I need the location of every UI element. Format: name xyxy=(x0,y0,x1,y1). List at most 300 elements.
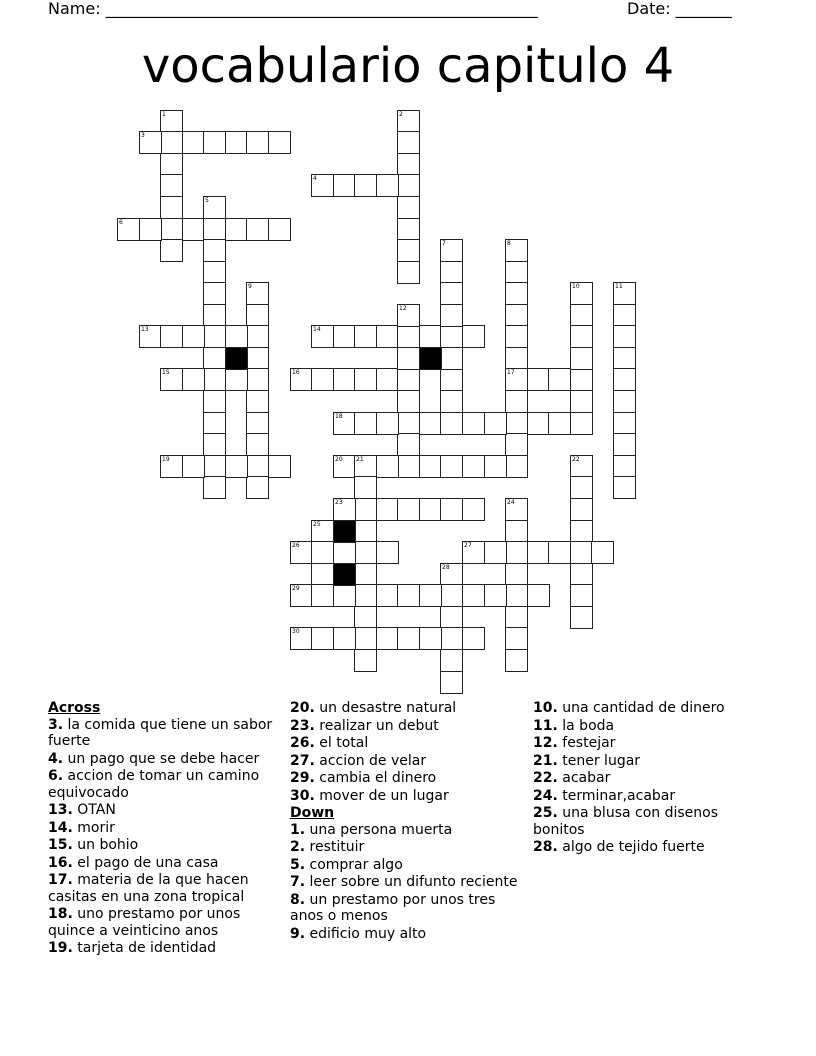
grid-cell[interactable] xyxy=(203,282,226,305)
grid-cell[interactable] xyxy=(397,433,420,456)
black-cell xyxy=(225,347,248,370)
clue-text: cambia el dinero xyxy=(314,770,437,786)
grid-cell[interactable] xyxy=(139,131,162,154)
grid-cell[interactable] xyxy=(160,196,183,219)
grid-cell[interactable] xyxy=(376,455,399,478)
grid-cell[interactable] xyxy=(440,368,463,391)
grid-cell[interactable] xyxy=(333,627,356,650)
grid-cell[interactable] xyxy=(613,325,636,348)
grid-cell[interactable] xyxy=(333,325,356,348)
grid-cell[interactable] xyxy=(203,196,226,219)
grid-cell[interactable] xyxy=(397,261,420,284)
grid-cell[interactable] xyxy=(203,239,226,262)
clue-item xyxy=(290,892,530,925)
grid-cell[interactable] xyxy=(419,627,442,650)
clue-item xyxy=(48,940,288,957)
clue-item xyxy=(290,735,530,752)
grid-cell[interactable] xyxy=(246,282,269,305)
clue-number: 25 xyxy=(313,521,321,528)
grid-cell[interactable] xyxy=(505,412,528,435)
clue-text: una blusa con disenos bonitos xyxy=(533,805,719,838)
date-line: _______ xyxy=(675,0,732,18)
clue-number: 26. xyxy=(290,735,315,751)
grid-cell[interactable] xyxy=(613,347,636,370)
grid-cell[interactable] xyxy=(203,261,226,284)
clue-text: materia de la que hacen casitas en una zona tropical xyxy=(48,872,249,905)
clue-text: accion de tomar un camino equivocado xyxy=(48,768,260,801)
grid-cell[interactable] xyxy=(376,325,399,348)
grid-cell[interactable] xyxy=(376,584,399,607)
grid-cell[interactable] xyxy=(462,412,485,435)
grid-cell[interactable] xyxy=(354,368,377,391)
grid-cell[interactable] xyxy=(527,412,550,435)
grid-cell[interactable] xyxy=(182,325,205,348)
grid-cell[interactable] xyxy=(311,174,334,197)
clue-number: 28. xyxy=(533,839,558,855)
grid-cell[interactable] xyxy=(246,347,269,370)
grid-cell[interactable] xyxy=(613,476,636,499)
grid-cell[interactable] xyxy=(548,368,571,391)
grid-cell[interactable] xyxy=(440,649,463,672)
grid-cell[interactable] xyxy=(505,325,528,348)
clue-number: 4 xyxy=(313,175,317,182)
grid-cell[interactable] xyxy=(570,390,593,413)
grid-cell[interactable] xyxy=(505,433,528,456)
grid-cell[interactable] xyxy=(419,412,442,435)
grid-cell[interactable] xyxy=(246,390,269,413)
grid-cell[interactable] xyxy=(440,584,463,607)
grid-cell[interactable] xyxy=(484,584,507,607)
grid-cell[interactable] xyxy=(354,606,377,629)
grid-cell[interactable] xyxy=(397,325,420,348)
grid-cell[interactable] xyxy=(203,218,226,241)
grid-cell[interactable] xyxy=(139,325,162,348)
grid-cell[interactable] xyxy=(462,541,485,564)
clue-text: una cantidad de dinero xyxy=(557,700,725,716)
grid-cell[interactable] xyxy=(246,433,269,456)
grid-cell[interactable] xyxy=(505,239,528,262)
clue-number: 30. xyxy=(290,787,315,804)
clue-item xyxy=(290,718,530,735)
grid-cell[interactable] xyxy=(462,498,485,521)
grid-cell[interactable] xyxy=(354,412,377,435)
black-cell xyxy=(333,563,356,586)
clue-item xyxy=(48,802,288,819)
clue-item xyxy=(48,768,288,801)
grid-cell[interactable] xyxy=(440,671,463,694)
grid-cell[interactable] xyxy=(613,282,636,305)
grid-cell[interactable] xyxy=(376,627,399,650)
grid-cell[interactable] xyxy=(397,196,420,219)
clue-number: 29 xyxy=(292,585,300,592)
grid-cell[interactable] xyxy=(527,541,550,564)
grid-cell[interactable] xyxy=(505,390,528,413)
clue-number: 10. xyxy=(533,700,558,716)
grid-cell[interactable] xyxy=(440,606,463,629)
grid-cell[interactable] xyxy=(419,455,442,478)
grid-cell[interactable] xyxy=(311,584,334,607)
clue-number: 8 xyxy=(507,240,511,247)
clue-text: acabar xyxy=(557,770,611,786)
grid-cell[interactable] xyxy=(311,627,334,650)
clue-number: 17. xyxy=(48,872,73,888)
grid-cell[interactable] xyxy=(440,347,463,370)
clue-text: tarjeta de identidad xyxy=(72,940,217,956)
clue-item xyxy=(533,788,773,805)
clue-number: 15 xyxy=(162,369,170,376)
grid-cell[interactable] xyxy=(246,131,269,154)
grid-cell[interactable] xyxy=(484,541,507,564)
grid-cell[interactable] xyxy=(182,131,205,154)
clue-text: un bohio xyxy=(72,837,139,853)
grid-cell[interactable] xyxy=(484,455,507,478)
clue-item xyxy=(290,753,530,770)
clue-text: terminar,acabar xyxy=(557,787,676,804)
grid-cell[interactable] xyxy=(182,368,205,391)
grid-cell[interactable] xyxy=(397,455,420,478)
grid-cell[interactable] xyxy=(397,174,420,197)
grid-cell[interactable] xyxy=(570,282,593,305)
clue-text: uno prestamo por unos quince a veinticino anos xyxy=(48,906,241,939)
clue-text: la boda xyxy=(557,717,615,734)
clue-number: 29. xyxy=(290,770,315,786)
grid-cell[interactable] xyxy=(397,347,420,370)
grid-cell[interactable] xyxy=(484,412,507,435)
page-title: vocabulario capitulo 4 xyxy=(141,38,675,94)
grid-cell[interactable] xyxy=(570,455,593,478)
clue-text: festejar xyxy=(557,735,616,751)
clue-number: 6 xyxy=(119,219,123,226)
grid-cell[interactable] xyxy=(290,541,313,564)
grid-cell[interactable] xyxy=(160,325,183,348)
grid-cell[interactable] xyxy=(440,627,463,650)
grid-cell[interactable] xyxy=(505,541,528,564)
grid-cell[interactable] xyxy=(613,433,636,456)
grid-cell[interactable] xyxy=(311,563,334,586)
grid-cell[interactable] xyxy=(290,368,313,391)
clue-item xyxy=(48,837,288,854)
grid-cell[interactable] xyxy=(505,455,528,478)
grid-cell[interactable] xyxy=(570,584,593,607)
grid-cell[interactable] xyxy=(505,282,528,305)
clue-text: el pago de una casa xyxy=(72,854,219,871)
clue-number: 12 xyxy=(399,305,407,312)
clue-text: una persona muerta xyxy=(305,821,453,838)
grid-cell[interactable] xyxy=(203,476,226,499)
grid-cell[interactable] xyxy=(570,541,593,564)
clue-number: 11. xyxy=(533,717,558,734)
grid-cell[interactable] xyxy=(311,520,334,543)
clue-number: 2. xyxy=(290,839,306,855)
grid-cell[interactable] xyxy=(333,174,356,197)
grid-cell[interactable] xyxy=(225,368,248,391)
grid-cell[interactable] xyxy=(203,412,226,435)
clues-column-3 xyxy=(533,700,773,857)
grid-cell[interactable] xyxy=(419,498,442,521)
grid-cell[interactable] xyxy=(311,325,334,348)
grid-cell[interactable] xyxy=(376,541,399,564)
grid-cell[interactable] xyxy=(591,541,614,564)
grid-cell[interactable] xyxy=(440,498,463,521)
clue-number: 7. xyxy=(290,874,306,890)
grid-cell[interactable] xyxy=(246,412,269,435)
grid-cell[interactable] xyxy=(225,325,248,348)
grid-cell[interactable] xyxy=(160,368,183,391)
grid-cell[interactable] xyxy=(505,563,528,586)
grid-cell[interactable] xyxy=(505,606,528,629)
clue-item xyxy=(48,820,288,837)
clue-number: 1 xyxy=(162,111,166,118)
grid-cell[interactable] xyxy=(333,541,356,564)
grid-cell[interactable] xyxy=(268,455,291,478)
grid-cell[interactable] xyxy=(570,563,593,586)
clue-number: 17 xyxy=(507,369,515,376)
grid-cell[interactable] xyxy=(570,412,593,435)
clue-number: 23. xyxy=(290,717,315,734)
grid-cell[interactable] xyxy=(354,627,377,650)
clue-item xyxy=(290,770,530,787)
grid-cell[interactable] xyxy=(354,649,377,672)
clue-number: 4. xyxy=(48,750,64,767)
grid-cell[interactable] xyxy=(203,325,226,348)
grid-cell[interactable] xyxy=(333,584,356,607)
clue-number: 5. xyxy=(290,856,306,873)
grid-cell[interactable] xyxy=(376,368,399,391)
grid-cell[interactable] xyxy=(419,584,442,607)
clue-number: 15. xyxy=(48,837,73,853)
grid-cell[interactable] xyxy=(354,520,377,543)
clue-number: 6. xyxy=(48,768,64,784)
grid-cell[interactable] xyxy=(246,218,269,241)
grid-cell[interactable] xyxy=(225,455,248,478)
grid-cell[interactable] xyxy=(203,347,226,370)
grid-cell[interactable] xyxy=(290,627,313,650)
grid-cell[interactable] xyxy=(333,412,356,435)
date-label: Date: xyxy=(627,0,671,18)
clue-number: 20. xyxy=(290,700,315,716)
clue-item xyxy=(533,735,773,752)
grid-cell[interactable] xyxy=(462,455,485,478)
grid-cell[interactable] xyxy=(570,476,593,499)
grid-cell[interactable] xyxy=(613,455,636,478)
grid-cell[interactable] xyxy=(570,304,593,327)
grid-cell[interactable] xyxy=(570,347,593,370)
grid-cell[interactable] xyxy=(160,218,183,241)
grid-cell[interactable] xyxy=(268,131,291,154)
grid-cell[interactable] xyxy=(203,304,226,327)
grid-cell[interactable] xyxy=(397,390,420,413)
grid-cell[interactable] xyxy=(160,153,183,176)
grid-cell[interactable] xyxy=(527,368,550,391)
grid-cell[interactable] xyxy=(505,520,528,543)
clue-text: mover de un lugar xyxy=(314,787,449,804)
clue-item xyxy=(290,926,530,943)
grid-cell[interactable] xyxy=(182,455,205,478)
black-cell xyxy=(419,347,442,370)
grid-cell[interactable] xyxy=(570,606,593,629)
clue-item xyxy=(533,718,773,735)
grid-cell[interactable] xyxy=(311,541,334,564)
clue-text: OTAN xyxy=(72,802,116,818)
grid-cell[interactable] xyxy=(505,498,528,521)
grid-cell[interactable] xyxy=(397,218,420,241)
clue-number: 3 xyxy=(141,132,145,139)
grid-cell[interactable] xyxy=(440,304,463,327)
grid-cell[interactable] xyxy=(613,390,636,413)
grid-cell[interactable] xyxy=(505,304,528,327)
clue-item xyxy=(533,753,773,770)
grid-cell[interactable] xyxy=(246,325,269,348)
grid-cell[interactable] xyxy=(397,110,420,133)
grid-cell[interactable] xyxy=(376,174,399,197)
clue-number: 2 xyxy=(399,111,403,118)
grid-cell[interactable] xyxy=(354,455,377,478)
clues-column-1 xyxy=(48,700,288,958)
grid-cell[interactable] xyxy=(505,368,528,391)
grid-cell[interactable] xyxy=(160,174,183,197)
grid-cell[interactable] xyxy=(376,412,399,435)
grid-cell[interactable] xyxy=(203,390,226,413)
grid-cell[interactable] xyxy=(462,584,485,607)
grid-cell[interactable] xyxy=(354,584,377,607)
grid-cell[interactable] xyxy=(548,541,571,564)
clue-number: 20 xyxy=(335,456,343,463)
grid-cell[interactable] xyxy=(225,218,248,241)
grid-cell[interactable] xyxy=(268,218,291,241)
clue-number: 12. xyxy=(533,735,558,751)
grid-cell[interactable] xyxy=(570,520,593,543)
grid-cell[interactable] xyxy=(397,584,420,607)
grid-cell[interactable] xyxy=(246,455,269,478)
grid-cell[interactable] xyxy=(397,498,420,521)
clue-text: un pago que se debe hacer xyxy=(63,750,260,767)
grid-cell[interactable] xyxy=(397,368,420,391)
grid-cell[interactable] xyxy=(505,627,528,650)
clue-item xyxy=(48,855,288,872)
grid-cell[interactable] xyxy=(613,368,636,391)
grid-cell[interactable] xyxy=(246,368,269,391)
grid-cell[interactable] xyxy=(440,261,463,284)
grid-cell[interactable] xyxy=(376,498,399,521)
grid-cell[interactable] xyxy=(203,433,226,456)
down-heading: Down xyxy=(290,805,335,821)
grid-cell[interactable] xyxy=(225,131,248,154)
grid-cell[interactable] xyxy=(397,412,420,435)
clue-text: un desastre natural xyxy=(314,700,457,716)
grid-cell[interactable] xyxy=(440,390,463,413)
grid-cell[interactable] xyxy=(397,239,420,262)
clue-number: 18. xyxy=(48,906,73,922)
grid-cell[interactable] xyxy=(160,239,183,262)
grid-cell[interactable] xyxy=(203,131,226,154)
clue-number: 30 xyxy=(292,628,300,635)
grid-cell[interactable] xyxy=(139,218,162,241)
grid-cell[interactable] xyxy=(354,325,377,348)
grid-cell[interactable] xyxy=(354,563,377,586)
clue-number: 16. xyxy=(48,854,73,871)
name-label: Name: xyxy=(48,0,101,18)
grid-cell[interactable] xyxy=(354,498,377,521)
clue-text: tener lugar xyxy=(557,752,641,769)
grid-cell[interactable] xyxy=(440,412,463,435)
grid-cell[interactable] xyxy=(548,412,571,435)
clue-number: 5 xyxy=(205,197,209,204)
clue-text: leer sobre un difunto reciente xyxy=(305,874,518,890)
clue-number: 24. xyxy=(533,787,558,804)
grid-cell[interactable] xyxy=(440,563,463,586)
grid-cell[interactable] xyxy=(505,649,528,672)
grid-cell[interactable] xyxy=(333,368,356,391)
clue-item xyxy=(290,788,530,805)
grid-cell[interactable] xyxy=(570,498,593,521)
grid-cell[interactable] xyxy=(505,261,528,284)
grid-cell[interactable] xyxy=(397,153,420,176)
grid-cell[interactable] xyxy=(462,325,485,348)
grid-cell[interactable] xyxy=(333,498,356,521)
clue-number: 16 xyxy=(292,369,300,376)
grid-cell[interactable] xyxy=(246,476,269,499)
grid-cell[interactable] xyxy=(203,455,226,478)
grid-cell[interactable] xyxy=(505,584,528,607)
grid-cell[interactable] xyxy=(570,368,593,391)
grid-cell[interactable] xyxy=(246,304,269,327)
grid-cell[interactable] xyxy=(613,304,636,327)
grid-cell[interactable] xyxy=(419,325,442,348)
grid-cell[interactable] xyxy=(440,282,463,305)
grid-cell[interactable] xyxy=(440,325,463,348)
clue-number: 14 xyxy=(313,326,321,333)
clue-text: algo de tejido fuerte xyxy=(557,839,705,855)
clue-item xyxy=(290,857,530,874)
clue-number: 27. xyxy=(290,752,315,769)
grid-cell[interactable] xyxy=(440,455,463,478)
grid-cell[interactable] xyxy=(160,110,183,133)
grid-cell[interactable] xyxy=(397,627,420,650)
grid-cell[interactable] xyxy=(333,455,356,478)
grid-cell[interactable] xyxy=(397,304,420,327)
grid-cell[interactable] xyxy=(311,368,334,391)
grid-cell[interactable] xyxy=(354,174,377,197)
clue-number: 21 xyxy=(356,456,364,463)
clue-number: 1. xyxy=(290,821,306,838)
clue-text: restituir xyxy=(305,839,365,855)
clue-number: 7 xyxy=(442,240,446,247)
clue-number: 8. xyxy=(290,891,306,908)
grid-cell[interactable] xyxy=(527,584,550,607)
grid-cell[interactable] xyxy=(203,368,226,391)
grid-cell[interactable] xyxy=(354,476,377,499)
black-cell xyxy=(333,520,356,543)
grid-cell[interactable] xyxy=(354,541,377,564)
grid-cell[interactable] xyxy=(462,627,485,650)
grid-cell[interactable] xyxy=(117,218,140,241)
clue-number: 10 xyxy=(572,283,580,290)
clue-text: comprar algo xyxy=(305,856,403,873)
grid-cell[interactable] xyxy=(613,412,636,435)
grid-cell[interactable] xyxy=(160,455,183,478)
grid-cell[interactable] xyxy=(397,131,420,154)
grid-cell[interactable] xyxy=(182,218,205,241)
grid-cell[interactable] xyxy=(440,239,463,262)
grid-cell[interactable] xyxy=(290,584,313,607)
grid-cell[interactable] xyxy=(505,347,528,370)
grid-cell[interactable] xyxy=(570,325,593,348)
clue-number: 13 xyxy=(141,326,149,333)
clue-number: 9 xyxy=(248,283,252,290)
grid-cell[interactable] xyxy=(160,131,183,154)
clue-number: 28 xyxy=(442,564,450,571)
clue-item xyxy=(533,839,773,856)
